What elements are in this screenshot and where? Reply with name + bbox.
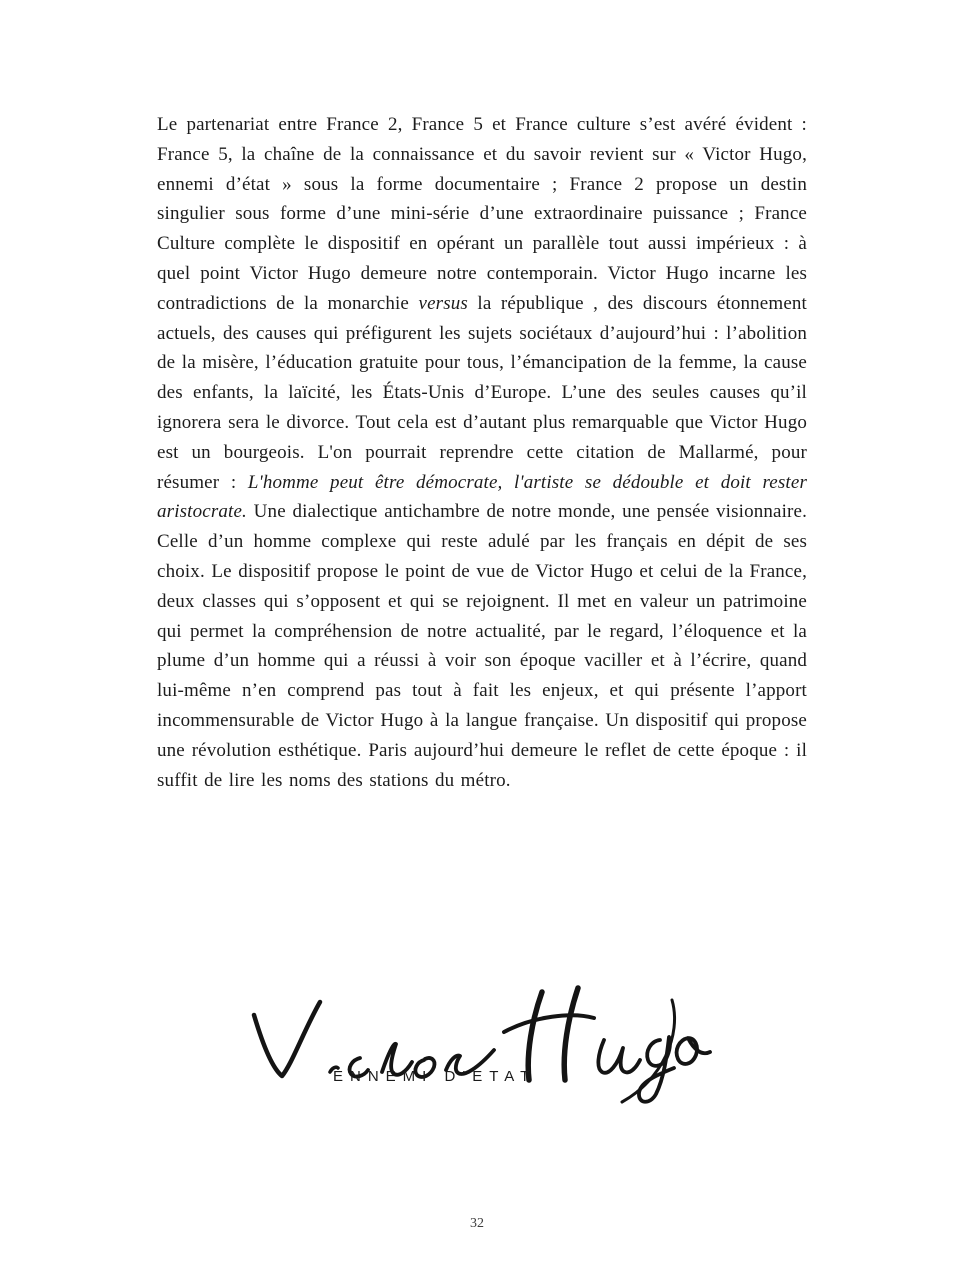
signature-stroke bbox=[254, 1002, 320, 1076]
text-segment: Le partenariat entre France 2, France 5 et France culture s’est avéré évident : France 5, la chaîne de la connaissance et du savoir revient sur « Victor Hugo, ennemi d’état » sous la forme documentaire ; France 2 propose un destin singulier sous forme d’une mini-série d’une extraordinaire puissance ; France Culture complète le dispositif en opérant un parallèle tout aussi impérieux : à quel point Victor Hugo demeure notre contemporain. Victor Hugo incarne les contradictions de la monarchie bbox=[157, 114, 807, 314]
text-segment: la république , des discours étonnement actuels, des causes qui préfigurent les sujets sociétaux d’aujourd’hui : l’abolition de la misère, l’éducation gratuite pour tous, l’émancipation de la femme, la cause des enfants, la laïcité, les États-Unis d’Europe. L’une des seules causes qu’il ignorera sera le divorce. Tout cela est d’autant plus remarquable que Victor Hugo est un bourgeois. L'on pourrait reprendre cette citation de Mallarmé, pour résumer : bbox=[157, 292, 807, 493]
victor-hugo-signature bbox=[242, 980, 712, 1110]
text-segment-italic-versus: versus bbox=[418, 292, 468, 314]
signature-stroke bbox=[504, 1015, 594, 1032]
signature-stroke bbox=[677, 1038, 710, 1064]
article-paragraph bbox=[157, 110, 807, 795]
signature-block bbox=[242, 980, 712, 1120]
signature-stroke bbox=[528, 992, 542, 1080]
text-segment-italic-quote: L'homme peut être démocrate, l'artiste se dédouble et doit rester aristocrate. bbox=[157, 471, 807, 523]
signature-stroke bbox=[564, 988, 578, 1080]
page-number: 32 bbox=[470, 1216, 484, 1231]
text-segment: Une dialectique antichambre de notre monde, une pensée visionnaire. Celle d’un homme complexe qui reste adulé par les français en dépit de ses choix. Le dispositif propose le point de vue de Victor Hugo et celui de la France, deux classes qui s’opposent et qui se rejoignent. Il met en valeur un patrimoine qui permet la compréhension de notre actualité, par le regard, l’éloquence et la plume d’un homme qui a réussi à voir son époque vaciller et à l’écrire, quand lui-même n’en comprend pas tout à fait les enjeux, et qui présente l’apport incommensurable de Victor Hugo à la langue française. Un dispositif qui propose une révolution esthétique. Paris aujourd’hui demeure le reflet de cette époque : il suffit de lire les noms des stations du métro. bbox=[157, 501, 807, 791]
signature-stroke bbox=[598, 1040, 640, 1073]
signature-subtitle: ENNEMI D'ETAT bbox=[333, 1068, 537, 1085]
